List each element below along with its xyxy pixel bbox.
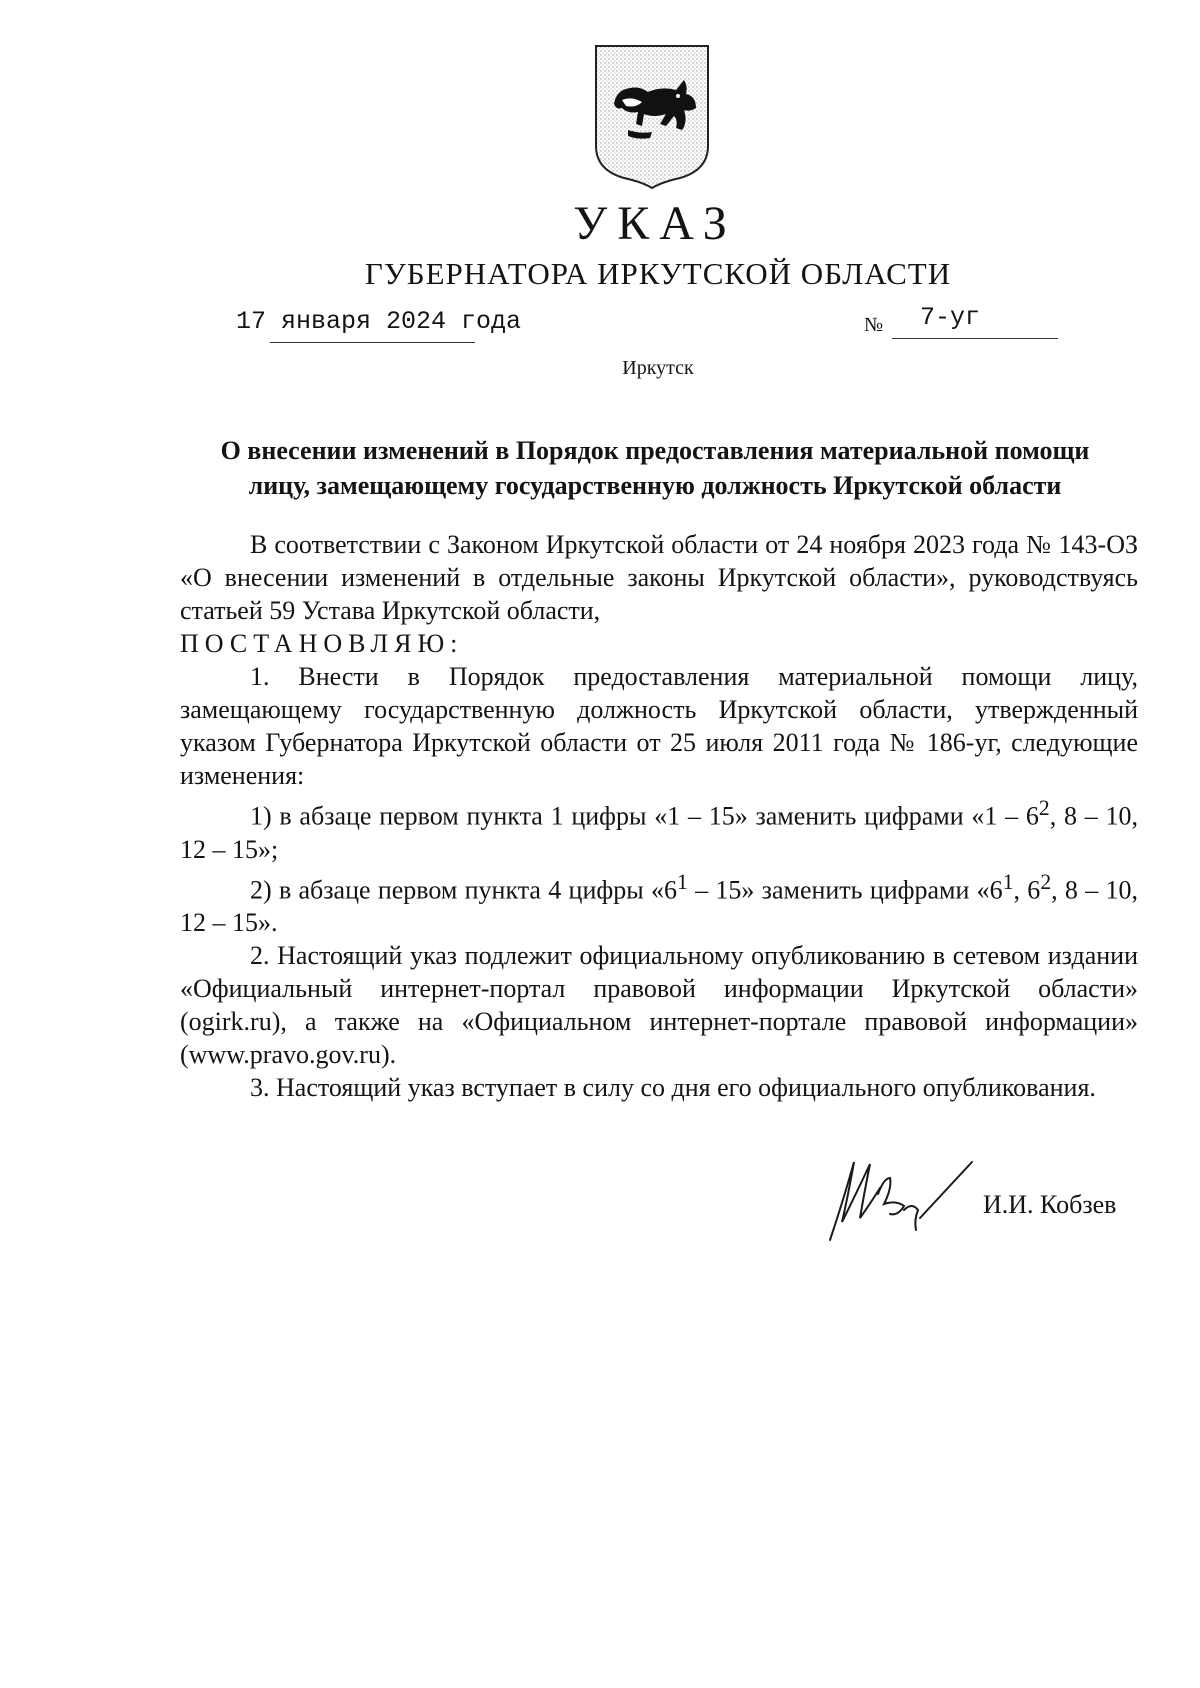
number-underline: [892, 338, 1058, 339]
date-underline: [270, 342, 475, 343]
heading-line-2: лицу, замещающему государственную должность Иркутской области: [248, 471, 1062, 500]
item-1-1-text-a: 1) в абзаце первом пункта 1 цифры «1 – 15» заменить цифрами «1 – 6: [250, 801, 1039, 831]
item-2-paragraph: 2. Настоящий указ подлежит официальному опубликованию в сетевом издании «Официальный интернет-портал правовой информации Иркутской области» (ogirk.ru), а также на «Официальном интернет-портале правовой информации» (www.pravo.gov.ru).: [180, 941, 1138, 1070]
item-1-2-text-a: 2) в абзаце первом пункта 4 цифры «6: [250, 875, 677, 905]
decree-number: 7-уг: [920, 303, 981, 332]
item-1-2-text-c: , 6: [1013, 875, 1041, 905]
item-1-2-sup-c: 2: [1040, 869, 1052, 894]
item-1-1-paragraph: [180, 792, 1138, 866]
handwritten-signature-icon: [820, 1148, 1010, 1244]
city: Иркутск: [622, 357, 694, 379]
item-3-paragraph: 3. Настоящий указ вступает в силу со дня его официального опубликования.: [250, 1073, 1096, 1103]
decree-body: [180, 528, 1138, 1104]
decree-word: ПОСТАНОВЛЯЮ:: [180, 629, 464, 658]
item-1-1-text-b: , 8 – 10, 12 – 15»;: [180, 801, 1138, 864]
decree-heading: [180, 433, 1130, 503]
decree-date: 17 января 2024 года: [236, 307, 522, 336]
item-1-1-sup-a: 2: [1038, 796, 1050, 820]
item-1-paragraph: 1. Внести в Порядок предоставления материальной помощи лицу, замещающему государственную должность Иркутской области, утвержденный указом Губернатора Иркутской области от 25 июля 2011 года № 186-уг, следующие изменения:: [180, 662, 1138, 790]
item-1-2-sup-b: 1: [1002, 869, 1014, 894]
signer-name: И.И. Кобзев: [983, 1190, 1117, 1219]
document-title: УКАЗ: [573, 197, 737, 250]
item-1-2-text-d: , 8 – 10, 12 – 15».: [180, 875, 1139, 938]
item-1-2-text-b: – 15» заменить цифрами «6: [687, 875, 1003, 905]
item-1-2-paragraph: [180, 866, 1138, 940]
preamble-paragraph: В соответствии с Законом Иркутской области от 24 ноября 2023 года № 143-ОЗ «О внесении изменений в отдельные законы Иркутской области», руководствуясь статьей 59 Устава Иркутской области,: [180, 530, 1138, 625]
coat-of-arms-icon: [592, 42, 712, 190]
number-sign: №: [864, 314, 884, 336]
heading-line-1: О внесении изменений в Порядок предоставления материальной помощи: [220, 436, 1090, 465]
item-1-2-sup-a: 1: [676, 869, 688, 894]
document-subtitle: ГУБЕРНАТОРА ИРКУТСКОЙ ОБЛАСТИ: [364, 256, 952, 291]
